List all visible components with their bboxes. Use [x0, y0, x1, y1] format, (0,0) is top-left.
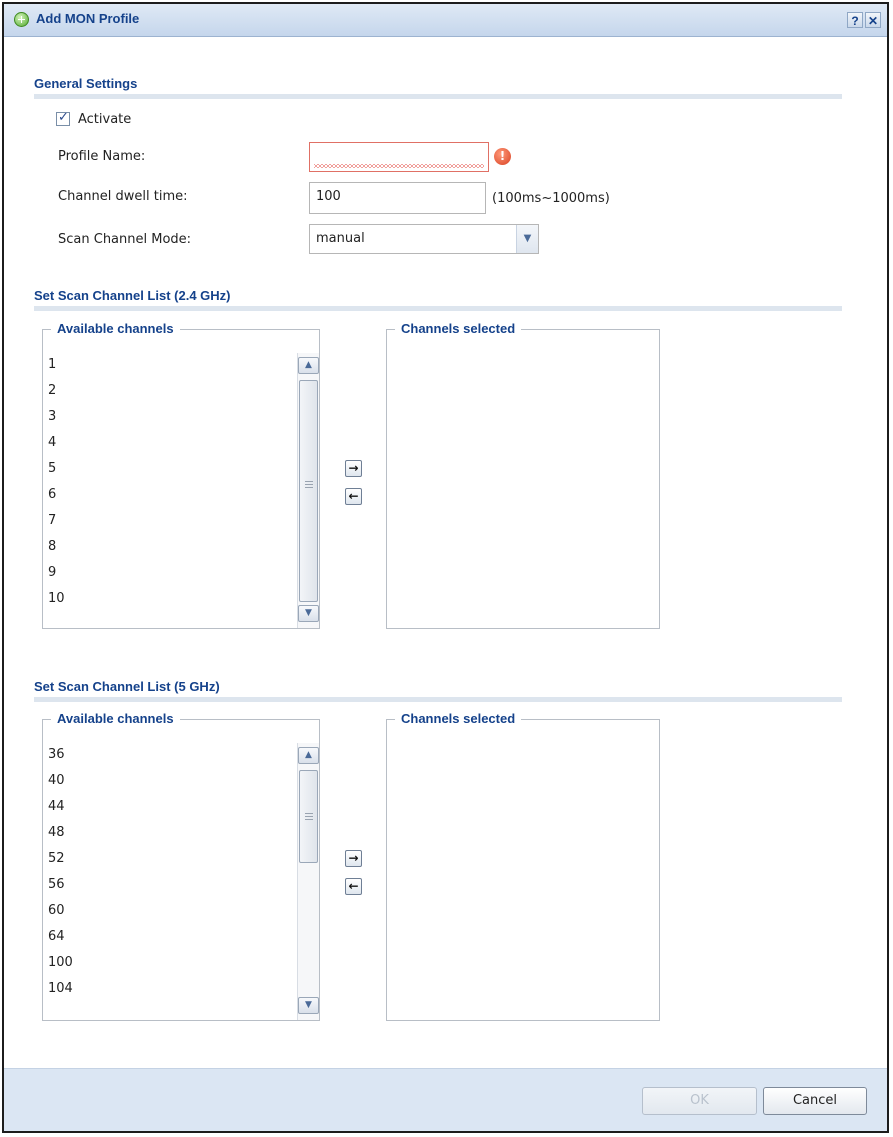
activate-label: Activate: [78, 112, 132, 127]
band5-available-channels: [42, 711, 320, 1021]
channel-list-item[interactable]: 64: [48, 929, 65, 944]
channel-list-item[interactable]: 104: [48, 981, 73, 996]
band24-available-channels: [42, 321, 320, 629]
band5-section-title: Set Scan Channel List (5 GHz): [34, 679, 220, 694]
band24-channel-list[interactable]: [48, 352, 65, 612]
general-settings-title: General Settings: [34, 76, 138, 91]
scan-mode-label: Scan Channel Mode:: [58, 232, 192, 247]
scroll-thumb[interactable]: [299, 770, 318, 863]
error-icon: !: [494, 148, 511, 165]
band5-selected-legend: Channels selected: [395, 711, 521, 726]
dialog-footer: [4, 1068, 887, 1131]
move-right-button[interactable]: →: [345, 460, 362, 477]
channel-list-item[interactable]: 3: [48, 409, 57, 424]
channel-list-item[interactable]: 1: [48, 357, 57, 372]
channel-list-item[interactable]: 52: [48, 851, 65, 866]
channel-list-item[interactable]: 7: [48, 513, 57, 528]
channel-list-item[interactable]: 48: [48, 825, 65, 840]
dialog-titlebar[interactable]: [4, 4, 887, 37]
scroll-up-icon[interactable]: ▲: [298, 357, 319, 374]
dwell-time-hint: (100ms~1000ms): [492, 191, 610, 206]
scroll-thumb[interactable]: [299, 380, 318, 602]
band5-scrollbar[interactable]: [297, 743, 319, 1020]
dwell-time-input[interactable]: 100: [309, 182, 486, 214]
band5-selected-channels[interactable]: [386, 711, 660, 1021]
channel-list-item[interactable]: 2: [48, 383, 57, 398]
channel-list-item[interactable]: 8: [48, 539, 57, 554]
channel-list-item[interactable]: 44: [48, 799, 65, 814]
move-left-button[interactable]: ←: [345, 878, 362, 895]
chevron-down-icon[interactable]: ▼: [516, 225, 538, 253]
band24-section-title: Set Scan Channel List (2.4 GHz): [34, 288, 231, 303]
band24-available-legend: Available channels: [51, 321, 180, 336]
band5-channel-list[interactable]: [48, 742, 73, 1002]
dialog-title: Add MON Profile: [36, 11, 140, 26]
ok-button[interactable]: OK: [642, 1087, 757, 1115]
channel-list-item[interactable]: 4: [48, 435, 57, 450]
profile-name-input[interactable]: [309, 142, 489, 172]
section-divider: [34, 697, 842, 702]
move-left-button[interactable]: ←: [345, 488, 362, 505]
channel-list-item[interactable]: 36: [48, 747, 65, 762]
move-right-button[interactable]: →: [345, 850, 362, 867]
channel-list-item[interactable]: 10: [48, 591, 65, 606]
scroll-down-icon[interactable]: ▼: [298, 997, 319, 1014]
profile-name-label: Profile Name:: [58, 149, 146, 164]
channel-list-item[interactable]: 40: [48, 773, 65, 788]
channel-list-item[interactable]: 6: [48, 487, 57, 502]
section-divider: [34, 94, 842, 99]
activate-checkbox[interactable]: [56, 112, 70, 126]
scroll-down-icon[interactable]: ▼: [298, 605, 319, 622]
channel-list-item[interactable]: 56: [48, 877, 65, 892]
channel-list-item[interactable]: 100: [48, 955, 73, 970]
scan-mode-value: manual: [316, 231, 365, 246]
invalid-underline: [314, 164, 484, 168]
channel-list-item[interactable]: 5: [48, 461, 57, 476]
close-button[interactable]: ✕: [865, 12, 881, 28]
add-icon: [14, 12, 29, 27]
scroll-up-icon[interactable]: ▲: [298, 747, 319, 764]
help-button[interactable]: ?: [847, 12, 863, 28]
dwell-time-label: Channel dwell time:: [58, 189, 188, 204]
band24-scrollbar[interactable]: [297, 353, 319, 628]
channel-list-item[interactable]: 60: [48, 903, 65, 918]
scan-mode-select[interactable]: [309, 224, 539, 254]
band24-selected-legend: Channels selected: [395, 321, 521, 336]
add-mon-profile-dialog: [2, 2, 889, 1133]
cancel-button[interactable]: Cancel: [763, 1087, 867, 1115]
section-divider: [34, 306, 842, 311]
band24-selected-channels[interactable]: [386, 321, 660, 629]
channel-list-item[interactable]: 9: [48, 565, 57, 580]
band5-available-legend: Available channels: [51, 711, 180, 726]
checkmark-icon: ✓: [58, 110, 69, 125]
